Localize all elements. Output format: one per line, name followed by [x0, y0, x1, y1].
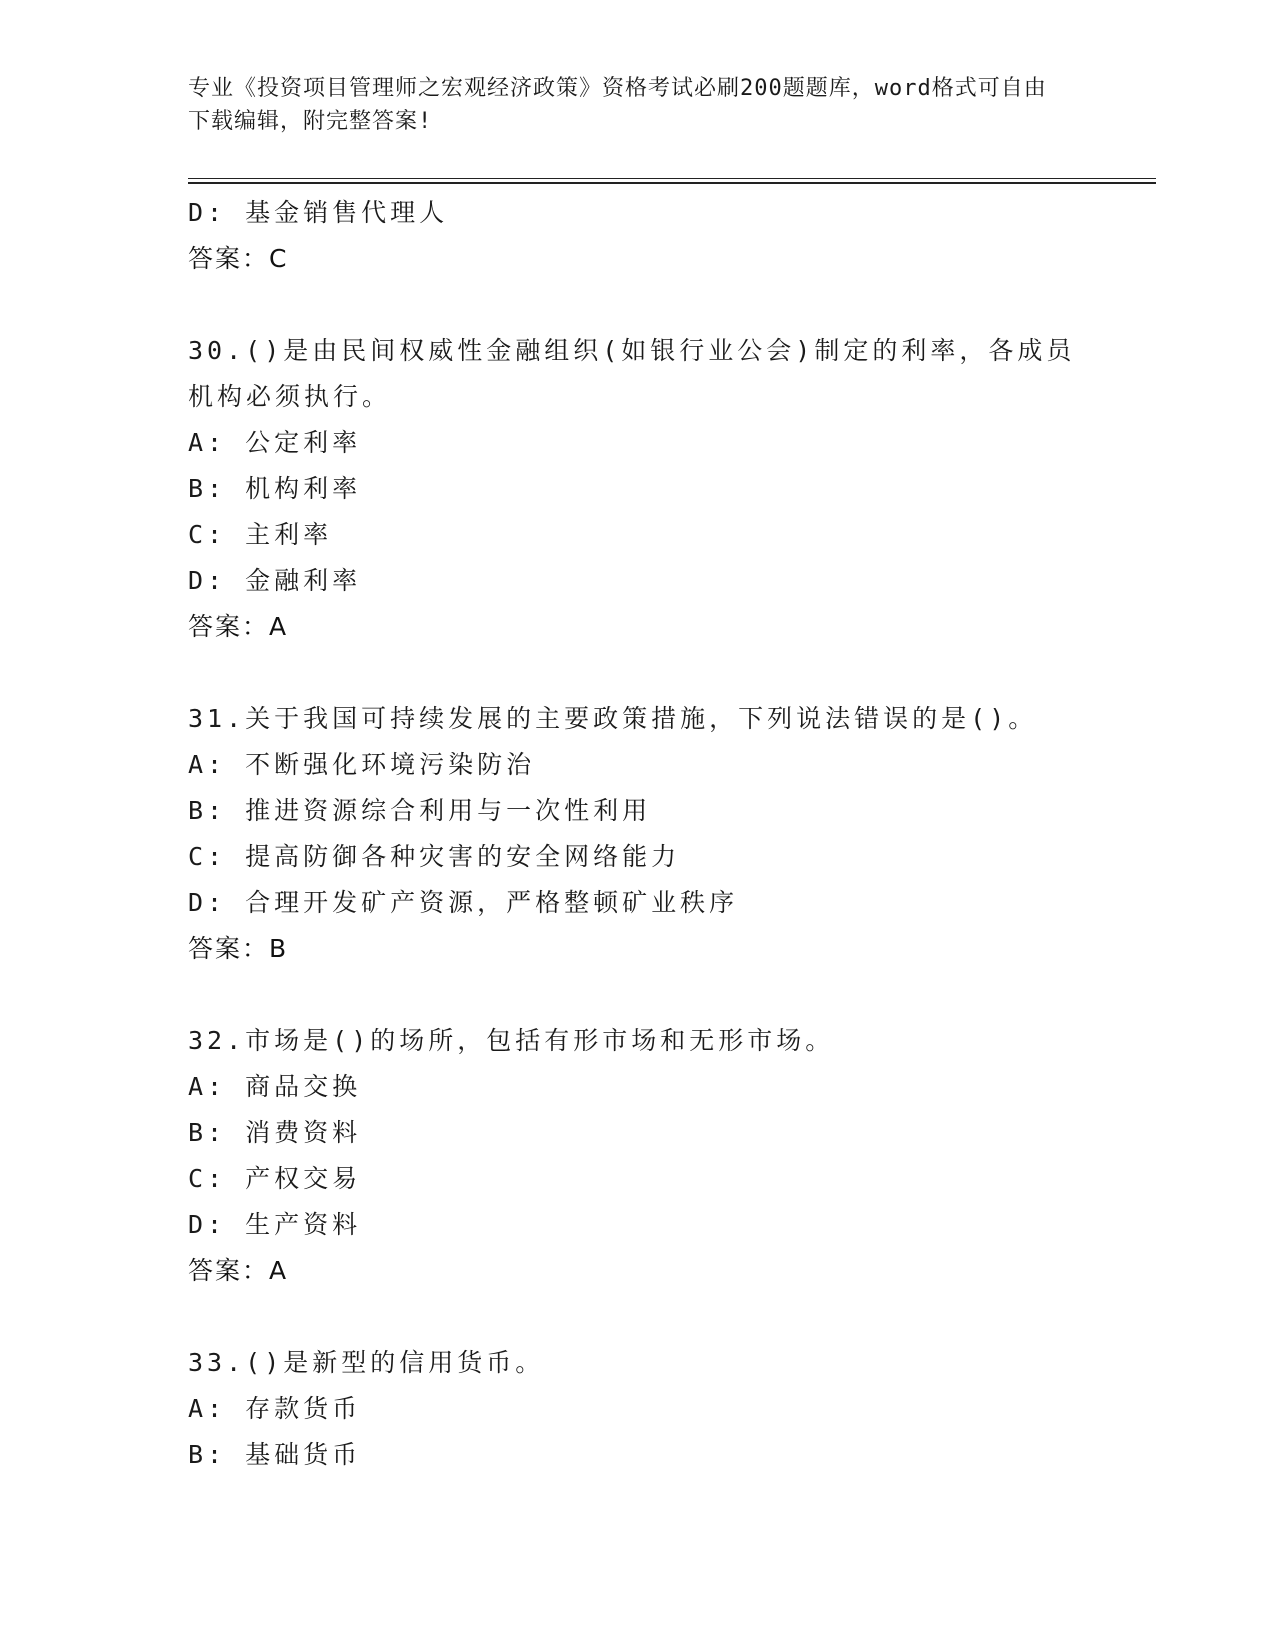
option-c: C: 产权交易 [188, 1164, 362, 1193]
option-b: B: 基础货币 [188, 1440, 362, 1469]
question-list [188, 190, 1088, 1478]
question-31 [188, 696, 1088, 972]
option-a: A: 不断强化环境污染防治 [188, 750, 536, 779]
question-stem: 33.()是新型的信用货币。 [188, 1348, 545, 1377]
option-d: D: 金融利率 [188, 566, 362, 595]
option-a: A: 公定利率 [188, 428, 362, 457]
option-c: C: 主利率 [188, 520, 333, 549]
answer-line: 答案：C [188, 244, 289, 273]
option-d: D: 生产资料 [188, 1210, 362, 1239]
question-stem: 32.市场是()的场所，包括有形市场和无形市场。 [188, 1026, 835, 1055]
option-b: B: 消费资料 [188, 1118, 362, 1147]
question-32 [188, 1018, 1088, 1294]
answer-line: 答案：B [188, 934, 289, 963]
option-a: A: 商品交换 [188, 1072, 362, 1101]
question-stem: 31.关于我国可持续发展的主要政策措施，下列说法错误的是()。 [188, 704, 1038, 733]
option-c: C: 提高防御各种灾害的安全网络能力 [188, 842, 681, 871]
option-b: B: 机构利率 [188, 474, 362, 503]
option-a: A: 存款货币 [188, 1394, 362, 1423]
option-d: D: 基金销售代理人 [188, 198, 449, 227]
document-header: 专业《投资项目管理师之宏观经济政策》资格考试必刷200题题库，word格式可自由下载编辑，附完整答案! [188, 76, 1047, 134]
continued-question-29 [188, 190, 1088, 282]
header-rule-thick [188, 182, 1156, 184]
question-33 [188, 1340, 1088, 1478]
header-rule-thin [188, 178, 1156, 179]
option-b: B: 推进资源综合利用与一次性利用 [188, 796, 652, 825]
answer-line: 答案：A [188, 612, 289, 641]
question-30 [188, 328, 1088, 650]
question-stem: 30.()是由民间权威性金融组织(如银行业公会)制定的利率，各成员机构必须执行。 [188, 336, 1076, 411]
answer-line: 答案：A [188, 1256, 289, 1285]
option-d: D: 合理开发矿产资源，严格整顿矿业秩序 [188, 888, 739, 917]
